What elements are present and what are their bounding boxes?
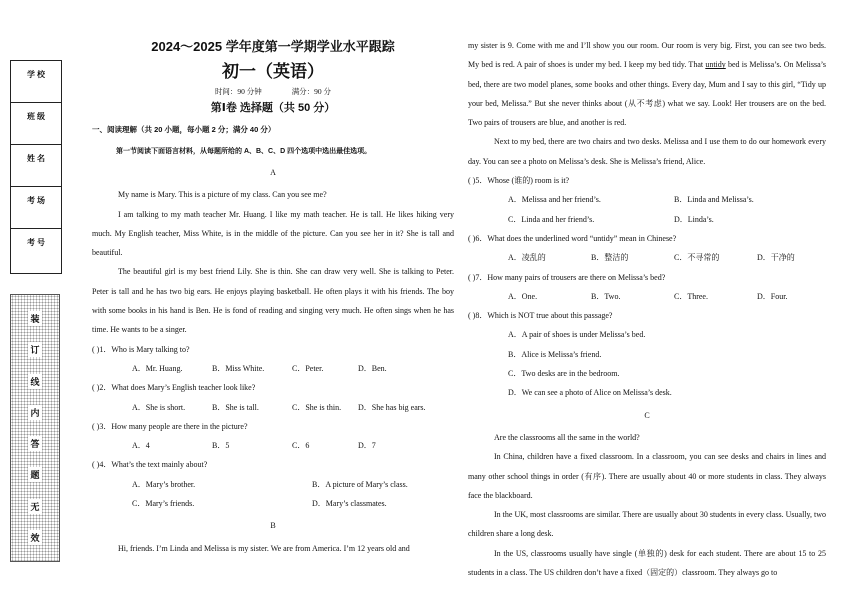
option[interactable]: D．She has big ears. bbox=[358, 402, 426, 412]
strip-char: 题 bbox=[28, 467, 41, 482]
name-field[interactable] bbox=[11, 145, 61, 187]
option[interactable]: D．We can see a photo of Alice on Melissa’s desk. bbox=[508, 388, 672, 398]
exam-time: 时间：90 分钟 bbox=[214, 87, 262, 96]
passage-b-paragraph: Next to my bed, there are two chairs and two desks. Melissa and I use them to do our homework every day. You can see a photo on Melissa’s desk. She is Melissa’s friend, Alice. bbox=[468, 137, 826, 166]
option[interactable]: B．整洁的 bbox=[591, 253, 629, 263]
option[interactable]: B．Linda and Melissa’s. bbox=[674, 195, 754, 205]
question-stem: ( )1．Who is Mary talking to? bbox=[92, 344, 190, 354]
options bbox=[92, 475, 454, 494]
strip-char: 装 bbox=[28, 311, 41, 326]
option[interactable]: A．A pair of shoes is under Melissa’s bed. bbox=[508, 330, 646, 340]
option[interactable]: C．不寻常的 bbox=[674, 253, 720, 263]
options bbox=[92, 398, 454, 417]
strip-char: 订 bbox=[28, 342, 41, 357]
section-instruction: 第一节阅读下面语言材料，从每题所给的 A、B、C、D 四个选项中选出最佳选项。 bbox=[116, 148, 372, 155]
option[interactable]: B．A picture of Mary’s class. bbox=[312, 479, 408, 489]
option[interactable]: C．6 bbox=[292, 441, 310, 451]
option[interactable]: B．Two. bbox=[591, 291, 621, 301]
passage-c-paragraph: In China, children have a fixed classroom. In a classroom, you can see desks and chairs in lines and many other school things in order (有序). There are usually about 40 or more students in class. They always face the blackboard. bbox=[468, 452, 826, 500]
option[interactable]: C．Two desks are in the bedroom. bbox=[508, 369, 620, 379]
passage-a-paragraph: The beautiful girl is my best friend Lily. She is thin. She can draw very well. She is talking to Peter. Peter is tall and he has two big ears. He enjoys playing basketball. He often plays it with his friends. The boy with some books in his hand is Ben. He is fond of reading and singing very much. He often sings when he has time. He wants to be a singer. bbox=[92, 267, 454, 335]
student-info-box bbox=[10, 60, 62, 274]
exam-number-field[interactable] bbox=[11, 229, 61, 273]
passage-c-label: C bbox=[644, 410, 650, 420]
option[interactable]: B．She is tall. bbox=[212, 402, 259, 412]
option[interactable]: D．干净的 bbox=[757, 253, 795, 263]
exam-room-label: 考 场 bbox=[27, 196, 45, 205]
option[interactable]: D．Linda’s. bbox=[674, 214, 714, 224]
question-4 bbox=[92, 455, 454, 513]
right-column bbox=[468, 0, 826, 582]
passage-c-paragraph: Are the classrooms all the same in the world? bbox=[494, 432, 640, 442]
option[interactable]: C．She is thin. bbox=[292, 402, 342, 412]
options bbox=[92, 436, 454, 455]
passage-a-paragraph: I am talking to my math teacher Mr. Huang. I like my math teacher. He is tall. He likes hiking very much. My English teacher, Miss White, is in the middle of the picture. Can you see her in it? She is tall and beautiful. bbox=[92, 209, 454, 258]
exam-title: 2024～2025 学年度第一学期学业水平跟踪 bbox=[151, 39, 395, 54]
option[interactable]: B．Alice is Melissa’s friend. bbox=[508, 349, 602, 359]
options bbox=[468, 210, 826, 229]
question-stem: ( )3．How many people are there in the picture? bbox=[92, 421, 248, 431]
option[interactable]: D．Four. bbox=[757, 291, 788, 301]
exam-room-field[interactable] bbox=[11, 187, 61, 229]
question-8 bbox=[468, 306, 826, 402]
option[interactable]: C．Linda and her friend’s. bbox=[508, 214, 595, 224]
part-title: 第Ⅰ卷 选择题（共 50 分） bbox=[210, 102, 336, 114]
option[interactable]: A．Melissa and her friend’s. bbox=[508, 195, 601, 205]
strip-char: 效 bbox=[28, 530, 41, 545]
option[interactable]: B．Miss White. bbox=[212, 363, 265, 373]
question-stem: ( )8．Which is NOT true about this passage? bbox=[468, 311, 613, 321]
strip-char: 线 bbox=[28, 374, 41, 389]
left-column bbox=[92, 0, 454, 558]
passage-b-paragraph-cont bbox=[468, 36, 826, 132]
option[interactable]: D．Ben. bbox=[358, 363, 387, 373]
class-field[interactable] bbox=[11, 103, 61, 145]
option[interactable]: D．7 bbox=[358, 441, 376, 451]
name-label: 姓 名 bbox=[27, 154, 45, 163]
strip-char: 答 bbox=[28, 436, 41, 451]
option[interactable]: A．4 bbox=[132, 441, 150, 451]
passage-c-paragraph: In the US, classrooms usually have single (单独的) desk for each student. There are about 15 to 25 students in a class. The US children don’t have a fixed（固定的）classroom. They always go to bbox=[468, 548, 826, 578]
binding-sidebar bbox=[10, 60, 62, 562]
question-1 bbox=[92, 340, 454, 379]
options bbox=[92, 494, 454, 513]
exam-number-label: 考 号 bbox=[27, 238, 45, 247]
option[interactable]: C．Mary’s friends. bbox=[132, 499, 195, 509]
exam-meta bbox=[92, 86, 454, 98]
passage-b-label: B bbox=[270, 521, 276, 531]
strip-char: 内 bbox=[28, 405, 41, 420]
question-stem: ( )6．What does the underlined word “untidy” mean in Chinese? bbox=[468, 233, 677, 243]
exam-subject: 初一（英语） bbox=[222, 62, 324, 81]
question-stem: ( )2．What does Mary’s English teacher look like? bbox=[92, 383, 256, 393]
passage-a-paragraph: My name is Mary. This is a picture of my class. Can you see me? bbox=[118, 190, 327, 200]
passage-b-paragraph-start: Hi, friends. I’m Linda and Melissa is my sister. We are from America. I’m 12 years old and bbox=[118, 543, 410, 553]
option[interactable]: A．凌乱的 bbox=[508, 253, 546, 263]
exam-score: 满分：90 分 bbox=[291, 87, 332, 96]
section-heading: 一、阅读理解（共 20 小题，每小题 2 分；满分 40 分） bbox=[92, 125, 276, 134]
options bbox=[468, 248, 826, 267]
option[interactable]: D．Mary’s classmates. bbox=[312, 499, 387, 509]
options bbox=[92, 359, 454, 378]
binding-line-strip bbox=[10, 294, 60, 562]
question-stem: ( )5．Whose (谁的) room is it? bbox=[468, 176, 570, 186]
question-stem: ( )4．What’s the text mainly about? bbox=[92, 460, 208, 470]
question-7 bbox=[468, 268, 826, 307]
passage-text: my sister is 9. Come with me and I’ll show you our room. Our room is very big. First, you can see two beds. My bed is red. A pair of shoes is under my bed. I keep my bed tidy. That bbox=[468, 41, 826, 70]
options bbox=[468, 287, 826, 306]
option[interactable]: A．One. bbox=[508, 291, 538, 301]
option[interactable]: A．Mr. Huang. bbox=[132, 363, 183, 373]
school-label: 学 校 bbox=[27, 70, 45, 79]
passage-a-label: A bbox=[270, 168, 276, 177]
underlined-word: untidy bbox=[705, 60, 726, 70]
options bbox=[468, 190, 826, 209]
passage-c-paragraph: In the UK, most classrooms are similar. There are usually about 30 students in every class. Usually, two children share a long desk. bbox=[468, 510, 826, 539]
option[interactable]: A．Mary’s brother. bbox=[132, 479, 196, 489]
question-6 bbox=[468, 229, 826, 268]
option[interactable]: B．5 bbox=[212, 441, 230, 451]
option[interactable]: C．Three. bbox=[674, 291, 708, 301]
question-2 bbox=[92, 378, 454, 417]
school-field[interactable] bbox=[11, 61, 61, 103]
strip-char: 无 bbox=[28, 499, 41, 514]
question-3 bbox=[92, 417, 454, 456]
option[interactable]: A．She is short. bbox=[132, 402, 186, 412]
question-5 bbox=[468, 171, 826, 229]
class-label: 班 级 bbox=[27, 112, 45, 121]
question-stem: ( )7．How many pairs of trousers are there on Melissa’s bed? bbox=[468, 272, 666, 282]
passage-text: bed is Melissa’s. On Melissa’s bed, there are two model planes, some books and other things. Every day, Mum and I say to this girl, “Tidy up your bed, Melissa.” But she never thinks about (从不考虑) what we say. Look! Her trousers are on the bed. Two pairs of trousers are blue, and another is red. bbox=[468, 60, 827, 128]
option[interactable]: C．Peter. bbox=[292, 363, 324, 373]
